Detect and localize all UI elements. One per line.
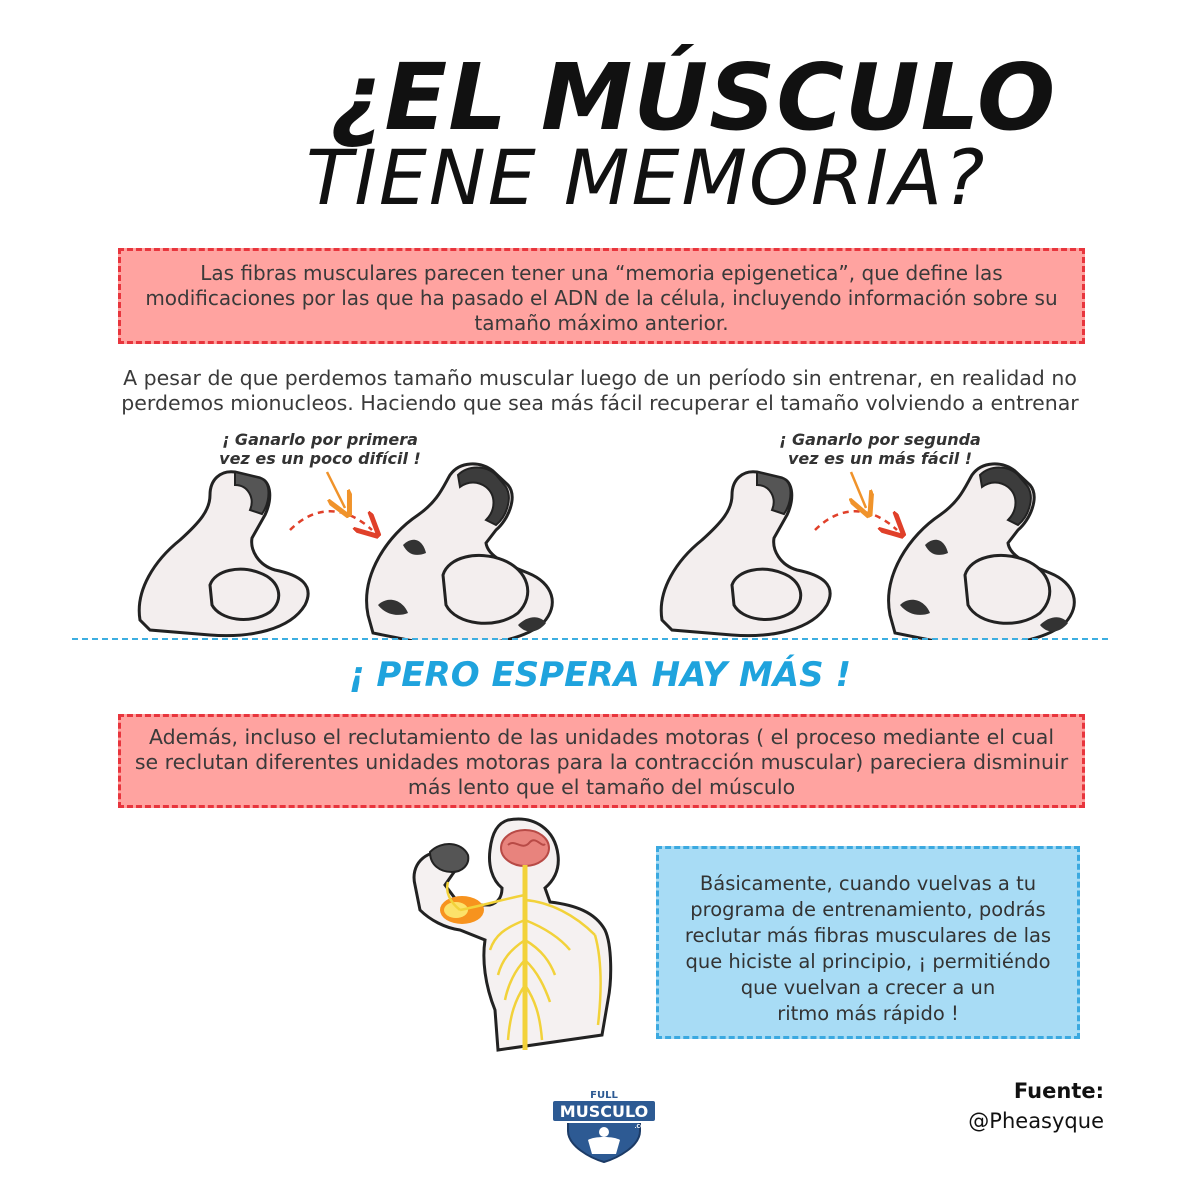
page-title-line1: ¿EL MÚSCULO xyxy=(330,44,1057,151)
caption-line: vez es un más fácil ! xyxy=(787,449,973,468)
caption-line: vez es un poco difícil ! xyxy=(219,449,421,468)
intro-line: A pesar de que perdemos tamaño muscular luego de un período sin entrenar, en realidad no xyxy=(123,366,1077,390)
bluebox-line: que vuelvan a crecer a un xyxy=(740,976,996,999)
arm-small-2 xyxy=(661,472,830,636)
source-label: Fuente: xyxy=(1013,1079,1104,1103)
logo-top-text: FULL xyxy=(590,1090,618,1101)
box1-line: Las fibras musculares parecen tener una “memoria epigenetica”, que define las xyxy=(200,261,1003,285)
growth-arrow-2 xyxy=(815,511,897,530)
arm-big-2 xyxy=(889,464,1075,640)
motor-units-box xyxy=(118,714,1085,808)
caption-line: ¡ Ganarlo por primera xyxy=(222,430,418,449)
bluebox-line: ritmo más rápido ! xyxy=(777,1002,959,1025)
growth-arrow-1 xyxy=(290,511,372,530)
intro-line: perdemos mionucleos. Haciendo que sea más fácil recuperar el tamaño volviendo a entrenar xyxy=(121,391,1079,415)
nervous-system-figure xyxy=(390,810,640,1060)
arm-small-1 xyxy=(139,472,308,636)
epigenetic-memory-box xyxy=(118,248,1085,344)
box2-line: Además, incluso el reclutamiento de las unidades motoras ( el proceso mediante el cual xyxy=(148,725,1055,749)
bluebox-line: reclutar más fibras musculares de las xyxy=(684,924,1052,947)
muscle-arms-illustration xyxy=(0,440,1200,640)
caption-pointer-1 xyxy=(327,472,345,508)
page-title-line2: TIENE MEMORIA? xyxy=(306,133,987,222)
bluebox-line: que hiciste al principio, ¡ permitiéndo xyxy=(685,950,1051,973)
box1-line: tamaño máximo anterior. xyxy=(474,311,729,335)
bluebox-line: programa de entrenamiento, podrás xyxy=(690,898,1046,921)
box1-line: modificaciones por las que ha pasado el ADN de la célula, incluyendo información sobre su xyxy=(145,286,1058,310)
caption-line: ¡ Ganarlo por segunda xyxy=(779,430,981,449)
intro-paragraph xyxy=(100,366,1100,416)
bluebox-line: Básicamente, cuando vuelvas a tu xyxy=(699,872,1037,895)
fullmusculo-logo xyxy=(548,1086,660,1164)
arm-big-1 xyxy=(367,464,553,640)
source-handle: @Pheasyque xyxy=(968,1109,1104,1133)
caption-pointer-2 xyxy=(851,472,866,508)
section-divider xyxy=(72,638,1108,640)
box2-line: se reclutan diferentes unidades motoras para la contracción muscular) pareciera disminuir xyxy=(134,750,1069,774)
logo-main-text: MUSCULO xyxy=(559,1102,649,1121)
logo-suffix-text: .COM xyxy=(634,1124,650,1130)
source-credit xyxy=(900,1076,1104,1136)
section-subheading: ¡ PERO ESPERA HAY MÁS ! xyxy=(349,655,851,695)
box2-line: más lento que el tamaño del músculo xyxy=(407,775,796,799)
conclusion-box xyxy=(656,846,1080,1039)
